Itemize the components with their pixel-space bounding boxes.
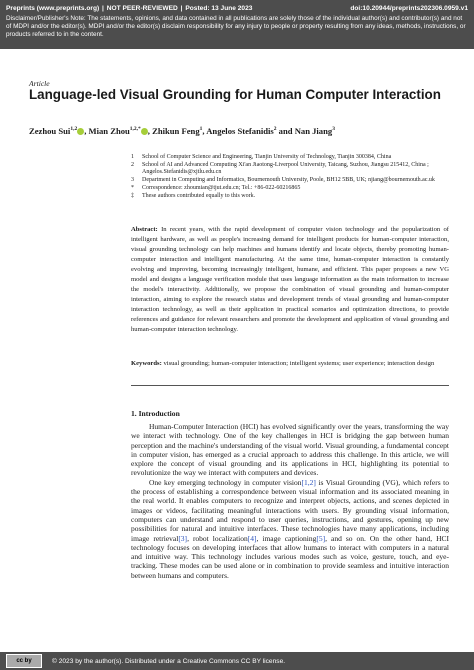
author-separator: , <box>147 126 153 136</box>
introduction-body <box>131 422 449 580</box>
affiliation-mark: * <box>131 185 134 192</box>
affiliation-text: School of AI and Advanced Computing Xi'an Jiaotong-Liverpool University, Taicang, Suzhou, Jiangsu 215412, China ; Angelos.Stefanidis@xjtlu.edu.cn <box>142 162 429 176</box>
affiliation-text: School of Computer Science and Engineering, Tianjin University of Technology, Tianjin 300384, China <box>142 154 392 160</box>
author-affiliation-mark: 1 <box>199 126 203 133</box>
section-divider <box>131 385 449 386</box>
author-name: Zezhou Sui <box>29 126 71 136</box>
author-affiliation-mark: 1,2,* <box>129 126 141 133</box>
citation-link[interactable]: [1,2] <box>301 477 316 487</box>
author-separator: , <box>84 126 89 136</box>
banner-posted-date: Posted: 13 June 2023 <box>185 5 253 12</box>
orcid-icon[interactable] <box>141 128 148 135</box>
article-type-label: Article <box>29 79 50 88</box>
affiliation-text: Correspondence: zhoumian@tjut.edu.cn; Tel.: +86-022-60216865 <box>142 185 301 192</box>
affiliation-text: These authors contributed equally to this work. <box>142 193 256 200</box>
banner-sep: | <box>180 5 183 12</box>
license-prefix: © 2023 by the author(s). Distributed under a <box>52 657 183 665</box>
citation-link[interactable]: [3] <box>178 533 188 543</box>
citation-link[interactable]: [5] <box>316 533 326 543</box>
paragraph-text: , robot localization <box>187 533 248 543</box>
keywords-text: visual grounding; human-computer interaction; intelligent systems; user experience; interaction design <box>163 360 435 367</box>
paragraph-text: , image captioning <box>256 533 317 543</box>
paragraph-text: , and so on. On the other hand, HCI technology focuses on developing interfaces that allow humans to interact with computers in a natural and intuitive way. This technology includes various modes such as voice, gesture, touch, and eye-tracking. These modes can be used alone or in combination to provide seamless and intuitive interaction between humans and computers. <box>131 533 450 580</box>
license-text <box>52 658 285 665</box>
banner-site[interactable]: Preprints (www.preprints.org) <box>6 5 100 12</box>
author-list <box>29 126 335 136</box>
affiliation-mark: 1 <box>131 154 134 160</box>
banner-status: NOT PEER-REVIEWED <box>106 5 178 12</box>
preprint-banner <box>0 0 474 49</box>
paragraph-text: is Visual Grounding (VG), which refers to the process of establishing a correspondence between visual information and its associated meaning in the real world. It enables computers to recognize and interpret objects, actions, and scenes depicted in images or videos, facilitating meaningful interactions with users. By grounding visual information, computers can understand and respond to user queries, instructions, and gestures, opening up new possibilities for natural and intuitive interfaces. These technologies have many applications, including image retrieval <box>131 477 449 543</box>
author-name: Mian Zhou <box>88 126 130 136</box>
abstract <box>131 225 449 335</box>
paragraph: Human-Computer Interaction (HCI) has evolved significantly over the years, transforming the way we interact with technology. One of the key challenges in HCI is bridging the gap between human perception and the machine's understanding of the visual world. Visual grounding, a fundamental concept in computer vision, has emerged as a crucial approach to address this challenge. In this article, we will explore the concept of visual grounding and its applications in HCI, highlighting its potential to revolutionize the way we interact with computers and devices. <box>131 422 449 478</box>
cc-by-badge-icon[interactable]: cc by <box>6 654 42 668</box>
affiliation-mark: 3 <box>131 177 134 184</box>
section-heading: 1. Introduction <box>131 409 180 418</box>
abstract-text: In recent years, with the rapid development of computer vision technology and the popularization of intelligent hardware, as well as people's increasing demand for intelligent products for human-computer interaction, visual grounding technology can help machines and humans identify and locate objects, thereby promoting human-computer interaction and intelligent manufacturing. At the same time, human-computer interaction is constantly evolving and improving, becoming increasingly intelligent, humane, and efficient. This paper proposes a new VG model and designs a language verification module that uses language information as the main information to increase the model's interactivity. Additionally, we propose the combination of visual grounding and human-computer interaction, aiming to explore the research status and development trends of visual grounding and human-computer interaction technology, as well as their application in practical scenarios and optimization directions, to provide references and guidance for relevant researchers and promote the development and application of visual grounding and human-computer interaction technology. <box>131 226 449 333</box>
author-name: Nan Jiang <box>294 126 333 136</box>
license-link[interactable]: Creative Commons CC BY <box>182 657 261 665</box>
license-suffix: license. <box>260 657 286 665</box>
paper-title: Language-led Visual Grounding for Human Computer Interaction <box>29 87 441 102</box>
keywords <box>131 359 449 369</box>
doi-link[interactable]: doi:10.20944/preprints202306.0959.v1 <box>350 5 468 12</box>
affiliation-mark: 2 <box>131 162 134 168</box>
paragraph-text: One key emerging technology in computer vision <box>149 477 302 487</box>
abstract-label: Abstract: <box>131 226 158 233</box>
author-name: Zhikun Feng <box>152 126 200 136</box>
correspondence-item <box>131 185 451 192</box>
orcid-icon[interactable] <box>77 128 84 135</box>
banner-top-line <box>6 3 468 14</box>
affiliation-list <box>131 154 451 201</box>
affiliation-mark: ‡ <box>131 193 134 200</box>
banner-left <box>6 5 253 12</box>
affiliation-item <box>131 177 451 184</box>
citation-link[interactable]: [4] <box>247 533 257 543</box>
affiliation-text: Department in Computing and Informatics, Bournemouth University, Poole, BH12 5BB, UK; njiang@bournemouth.ac.uk <box>142 177 435 184</box>
banner-sep: | <box>102 5 104 12</box>
author-affiliation-mark: 2 <box>273 126 277 133</box>
author-affiliation-mark: 3 <box>332 126 335 133</box>
keywords-label: Keywords: <box>131 360 162 367</box>
author-separator: and <box>276 126 295 136</box>
affiliation-item <box>131 154 451 161</box>
author-separator: , <box>202 126 207 136</box>
author-affiliation-mark: 1,2 <box>70 126 78 133</box>
equal-contribution-note <box>131 193 451 200</box>
affiliation-item <box>131 162 451 177</box>
disclaimer-text: Disclaimer/Publisher's Note: The statements, opinions, and data contained in all publications are solely those of the individual author(s) and contributor(s) and not of MDPI and/or the editor(s). MDPI and/or the editor(s) disclaim responsibility for any injury to people or property resulting from any ideas, methods, instructions, or products referred to in the content. <box>6 15 466 38</box>
author-name: Angelos Stefanidis <box>206 126 274 136</box>
license-footer <box>0 652 474 670</box>
paragraph <box>131 478 449 580</box>
